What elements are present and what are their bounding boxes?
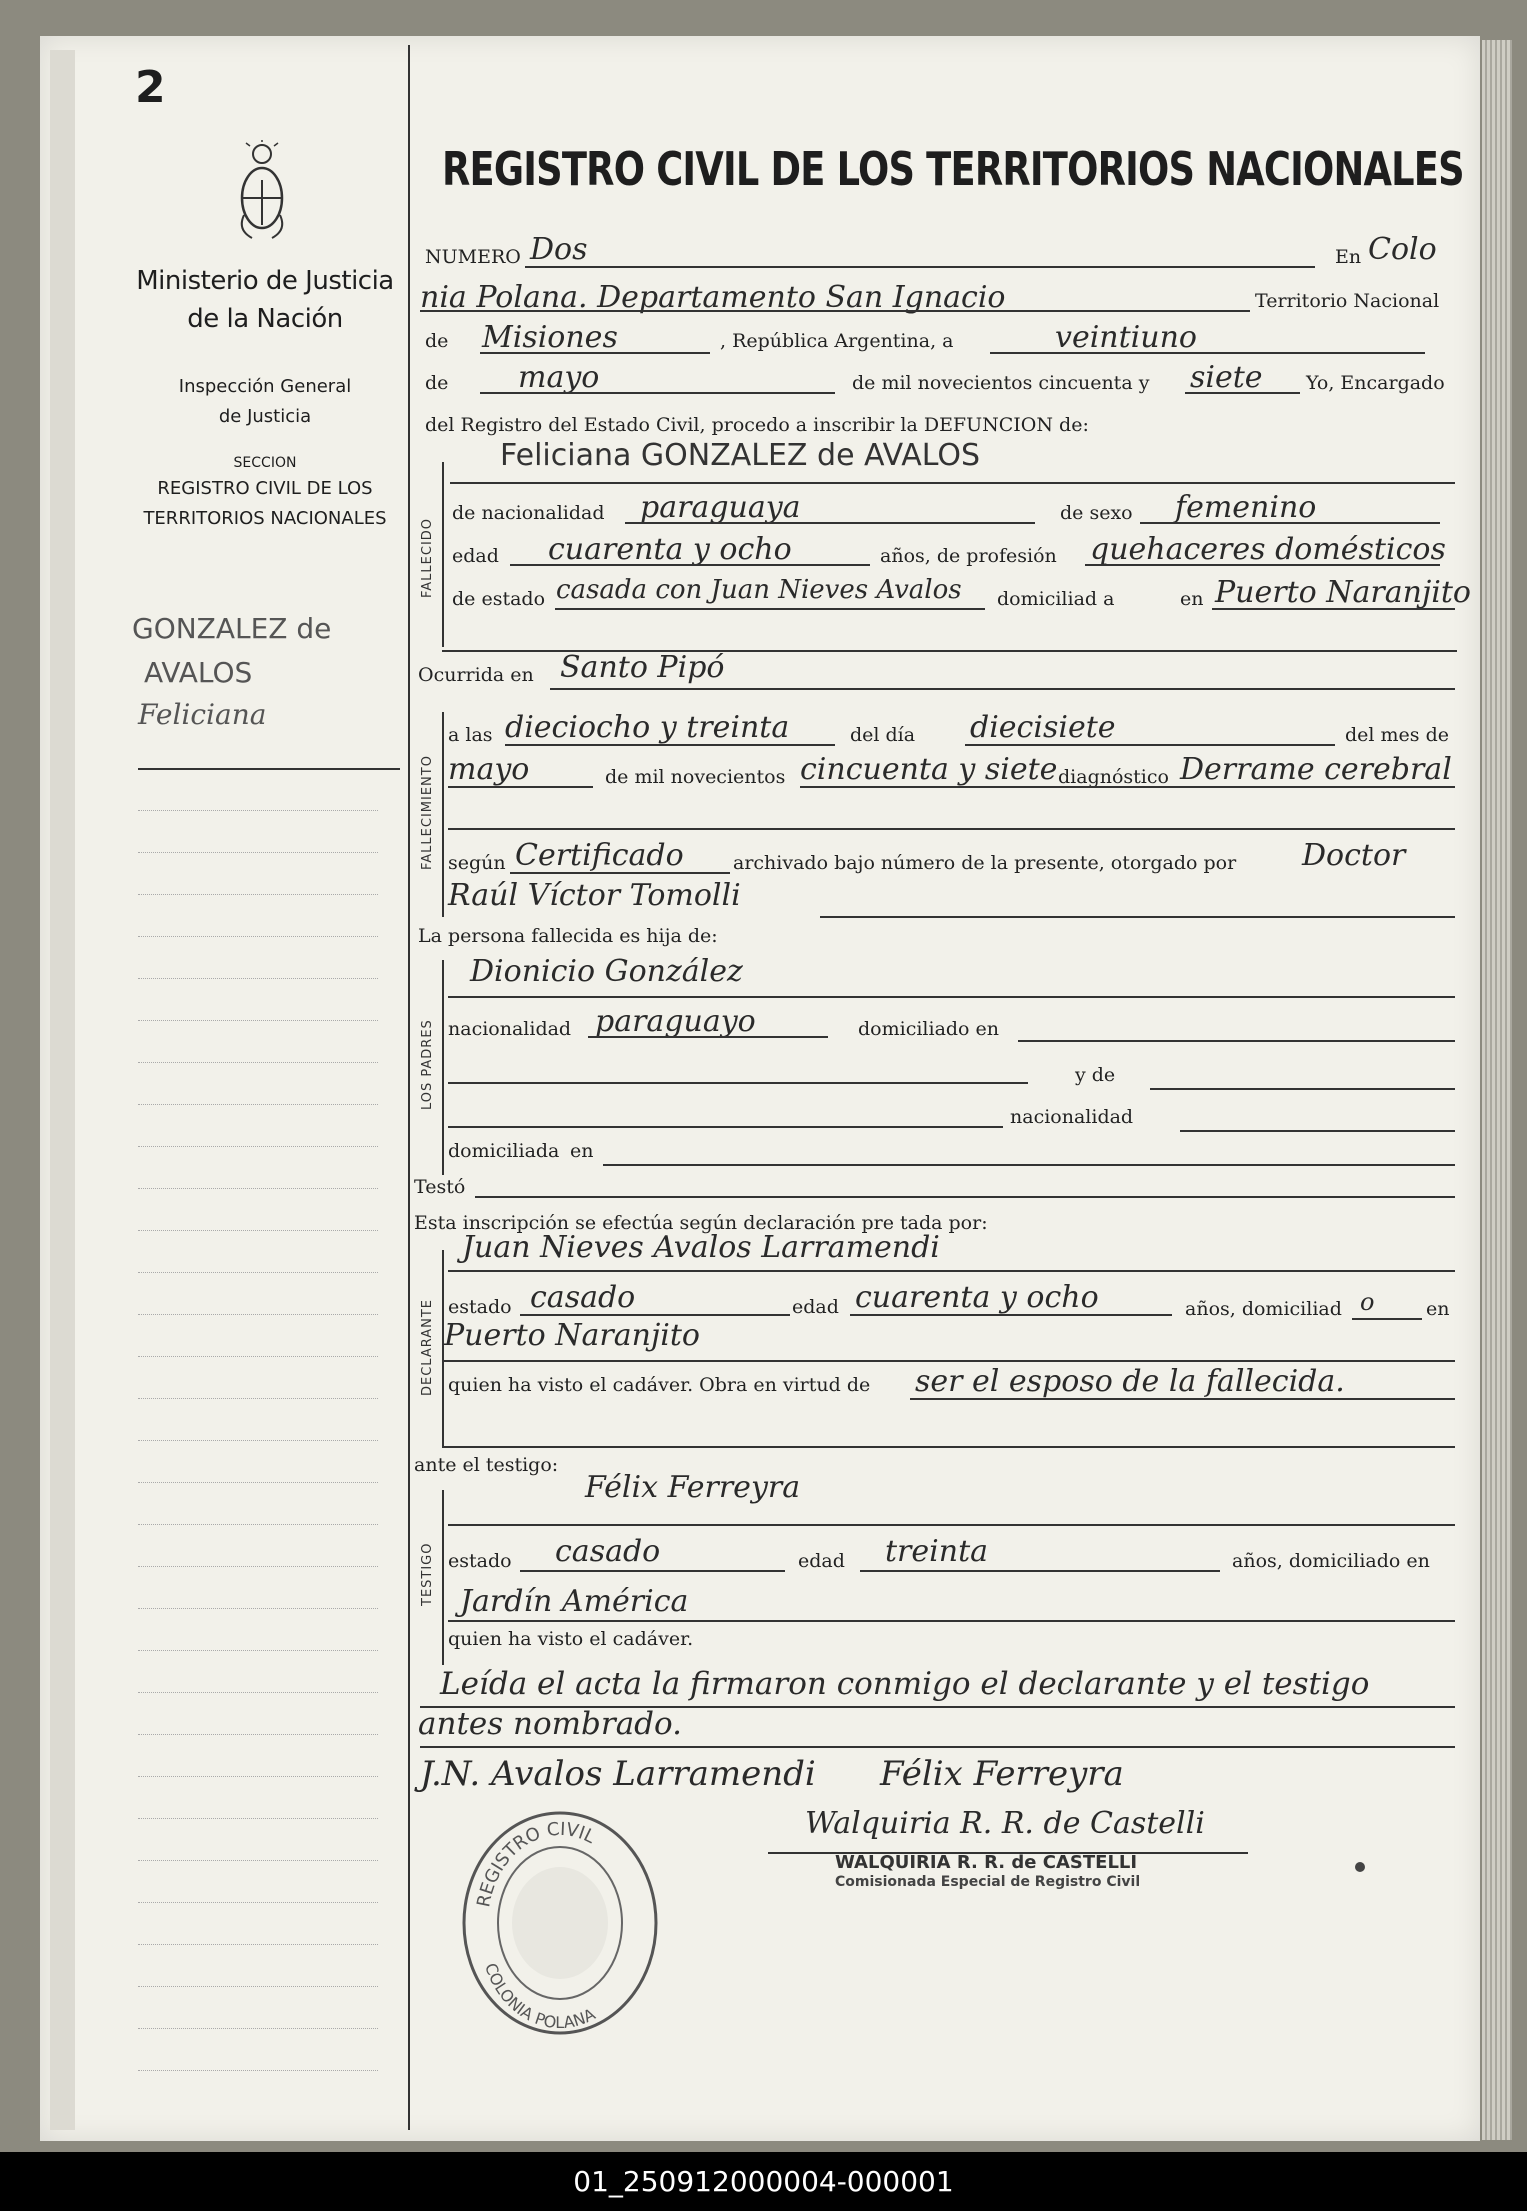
mes-rule (480, 392, 835, 394)
declarante-quien-label: quien ha visto el cadáver. Obra en virtud de (448, 1374, 871, 1396)
padres-blank-rule-1 (448, 1082, 1028, 1084)
domic-rule (1212, 608, 1455, 610)
doctor-value: Doctor (1302, 838, 1406, 873)
image-caption: 01_250912000004-000001 (0, 2152, 1527, 2211)
section-heading (120, 452, 410, 534)
republica-label: , República Argentina, a (720, 330, 954, 352)
certificado-value: Certificado (515, 838, 684, 873)
ocurrida-value: Santo Pipó (560, 650, 725, 685)
inspection-line-2: de Justicia (218, 406, 312, 427)
registry-line-1: REGISTRO CIVIL DE LOS (157, 478, 373, 499)
numero-value: Dos (530, 232, 588, 267)
padres-side-label: LOS PADRES (420, 1019, 435, 1110)
mes-fallecimiento-rule (448, 786, 593, 788)
signature-declarante: J.N. Avalos Larramendi (420, 1754, 816, 1794)
ministry-line-2: de la Nación (187, 304, 343, 334)
hora-rule (505, 744, 835, 746)
testigo-intro: ante el testigo: (414, 1454, 559, 1476)
padre-nacionalidad-value: paraguayo (595, 1004, 756, 1039)
dia-fallecimiento-value: diecisiete (970, 710, 1116, 745)
declarante-name: Juan Nieves Avalos Larramendi (462, 1230, 940, 1265)
anio-rule (1185, 392, 1300, 394)
signature-encargada: Walquiria R. R. de Castelli (805, 1806, 1205, 1841)
territorio-value: Misiones (482, 320, 618, 355)
del-registro-text: del Registro del Estado Civil, procedo a inscribir la DEFUNCION de: (425, 414, 1089, 436)
domiciliada-rule (603, 1164, 1455, 1166)
testigo-edad-label: edad (798, 1550, 845, 1572)
mil-label: de mil novecientos cincuenta y (852, 372, 1150, 394)
testo-label: Testó (414, 1176, 466, 1198)
declarante-obra-value: ser el esposo de la fallecida. (915, 1364, 1345, 1399)
closing-line-2: antes nombrado. (418, 1706, 682, 1742)
declarante-domic-value: Puerto Naranjito (444, 1318, 700, 1353)
padres-intro: La persona fallecida es hija de: (418, 925, 718, 947)
stamp-title: Comisionada Especial de Registro Civil (835, 1874, 1141, 1890)
de-label-2: de (425, 372, 449, 394)
testigo-name: Félix Ferreyra (585, 1470, 801, 1505)
edad-label: edad (452, 545, 499, 567)
declarante-estado-rule (520, 1314, 790, 1316)
territorio-rule (480, 352, 710, 354)
testigo-edad-rule (860, 1570, 1220, 1572)
en-label: En (1335, 246, 1362, 268)
declarante-bottom-rule (442, 1446, 1455, 1448)
padres-blank-rule-2 (448, 1126, 1003, 1128)
page-title: REGISTRO CIVIL DE LOS TERRITORIOS NACIONALES (442, 142, 1464, 196)
anio-value: siete (1190, 360, 1263, 395)
ocurrida-rule (550, 688, 1455, 690)
del-dia-label: del día (850, 724, 916, 746)
declarante-anios-label: años, domiciliad (1185, 1298, 1342, 1320)
declarante-en-label: en (1426, 1298, 1450, 1320)
page-edges (1482, 40, 1512, 2140)
segun-label: según (448, 852, 506, 874)
fallecimiento-blank-rule (448, 828, 1455, 830)
margin-divider (408, 45, 410, 2130)
declarante-estado-value: casado (530, 1280, 636, 1315)
edad-rule (510, 564, 870, 566)
fallecido-name: Feliciana GONZALEZ de AVALOS (500, 438, 981, 473)
signature-testigo: Félix Ferreyra (880, 1754, 1124, 1794)
nacionalidad-label: de nacionalidad (452, 502, 605, 524)
coat-of-arms-icon (232, 140, 292, 245)
padre-rule (448, 996, 1455, 998)
declarante-domic-rule (444, 1360, 1455, 1362)
certificado-rule (510, 872, 730, 874)
numero-label: NUMERO (425, 246, 521, 268)
closing-line-1: Leída el acta la firmaron conmigo el declarante y el testigo (440, 1666, 1370, 1702)
fallecimiento-bracket (442, 712, 444, 917)
mes-fallecimiento-value: mayo (448, 752, 530, 787)
declarante-obra-rule (910, 1398, 1455, 1400)
testigo-anios-label: años, domiciliado en (1232, 1550, 1430, 1572)
declarante-edad-rule (850, 1314, 1172, 1316)
testigo-edad-value: treinta (885, 1534, 989, 1569)
declarante-side-label: DECLARANTE (420, 1298, 435, 1396)
margin-note-line-1: GONZALEZ de (132, 612, 332, 645)
fallecido-name-rule (450, 482, 1455, 484)
declarante-suffix-rule (1352, 1318, 1422, 1320)
en-value: Colo (1368, 232, 1437, 267)
domic-en-label: en (1180, 588, 1204, 610)
padre-nac-rule (588, 1036, 828, 1038)
profesion-rule (1085, 564, 1440, 566)
declarante-edad-value: cuarenta y ocho (855, 1280, 1099, 1315)
declarante-edad-label: edad (792, 1296, 839, 1318)
testigo-name-rule (448, 1524, 1455, 1526)
fallecido-side-label: FALLECIDO (420, 517, 435, 598)
archivado-label: archivado bajo número de la presente, otorgado por (733, 852, 1237, 874)
mes-value: mayo (518, 360, 600, 395)
ministry-heading (120, 262, 410, 338)
binding-gutter (50, 50, 75, 2130)
padre-name: Dionicio González (470, 954, 743, 989)
sexo-label: de sexo (1060, 502, 1133, 524)
padres-bracket (442, 960, 444, 1175)
section-label: SECCION (233, 455, 297, 471)
colonia-value: nia Polana. Departamento San Ignacio (420, 280, 1006, 315)
inspection-line-1: Inspección General (178, 376, 352, 397)
del-mes-label: del mes de (1345, 724, 1449, 746)
testo-rule (475, 1196, 1455, 1198)
registry-line-2: TERRITORIOS NACIONALES (143, 508, 387, 529)
inspection-heading (120, 372, 410, 432)
margin-note-line-3: Feliciana (138, 698, 267, 731)
diagnostico-label: diagnóstico (1058, 766, 1169, 788)
estado-label: de estado (452, 588, 546, 610)
seal-bottom-text: COLONIA POLANA (480, 1960, 599, 2033)
declarante-estado-label: estado (448, 1296, 512, 1318)
testigo-bracket (442, 1490, 444, 1665)
dia-rule (990, 352, 1425, 354)
fallecido-bracket (442, 462, 444, 647)
padre-domic-rule (1018, 1040, 1455, 1042)
profesion-label: años, de profesión (880, 545, 1057, 567)
edad-value: cuarenta y ocho (548, 532, 792, 567)
profesion-value: quehaceres domésticos (1090, 532, 1446, 567)
y-de-label: y de (1075, 1064, 1116, 1086)
declarante-intro: Esta inscripción se efectúa según declaración pre tada por: (414, 1212, 988, 1234)
domiciliada-label: domiciliada (448, 1140, 560, 1162)
testigo-quien-label: quien ha visto el cadáver. (448, 1628, 694, 1650)
ocurrida-label: Ocurrida en (418, 664, 534, 686)
testigo-domic-value: Jardín América (460, 1584, 689, 1619)
fallecimiento-side-label: FALLECIMIENTO (420, 755, 435, 870)
doctor-rule (820, 916, 1455, 918)
civil-registry-seal (460, 1808, 660, 2038)
declarante-name-rule (448, 1270, 1455, 1272)
numero-rule (525, 266, 1315, 268)
estado-value: casada con Juan Nieves Avalos (556, 575, 962, 605)
madre-nacionalidad-label: nacionalidad (1010, 1106, 1134, 1128)
domic-value: Puerto Naranjito (1215, 575, 1471, 610)
testigo-estado-rule (520, 1570, 785, 1572)
padre-nacionalidad-label: nacionalidad (448, 1018, 572, 1040)
margin-note-line-2: AVALOS (144, 656, 253, 689)
diagnostico-rule (800, 786, 1455, 788)
testigo-estado-label: estado (448, 1550, 512, 1572)
madre-nac-rule (1180, 1130, 1455, 1132)
territorio-label: Territorio Nacional (1255, 290, 1440, 312)
stamp-name: WALQUIRIA R. R. de CASTELLI (835, 1852, 1138, 1873)
nacionalidad-value: paraguaya (640, 490, 801, 525)
madre-rule (1150, 1088, 1455, 1090)
page-number: 2 (135, 62, 166, 113)
sexo-rule (1140, 522, 1440, 524)
nacionalidad-rule (625, 522, 1035, 524)
closing-rule-2 (420, 1746, 1455, 1748)
sexo-value: femenino (1175, 490, 1317, 525)
margin-note-rule (138, 768, 400, 770)
testigo-estado-value: casado (555, 1534, 661, 1569)
testigo-domic-rule (448, 1620, 1455, 1622)
testigo-side-label: TESTIGO (420, 1542, 435, 1606)
doctor-name: Raúl Víctor Tomolli (448, 878, 741, 913)
hora-value: dieciocho y treinta (505, 710, 790, 745)
a-las-label: a las (448, 724, 493, 746)
ministry-line-1: Ministerio de Justicia (136, 266, 394, 296)
declarante-domic-suffix: o (1360, 1288, 1375, 1316)
stamp-dot (1355, 1862, 1365, 1872)
domiciliada-en-label: en (570, 1140, 594, 1162)
dia-fallecimiento-rule (965, 744, 1335, 746)
mil-fallecimiento-label: de mil novecientos (605, 766, 786, 788)
anio-fallecimiento-value: cincuenta y siete (800, 752, 1058, 787)
colonia-rule (420, 310, 1250, 312)
padre-domiciliado-label: domiciliado en (858, 1018, 1000, 1040)
seal-top-text: REGISTRO CIVIL (473, 1818, 599, 1909)
dia-value: veintiuno (1055, 320, 1197, 355)
domiciliad-label: domiciliad a (997, 588, 1115, 610)
estado-rule (555, 608, 985, 610)
diagnostico-value: Derrame cerebral (1180, 752, 1452, 787)
yo-label: Yo, Encargado (1306, 372, 1445, 394)
de-label-1: de (425, 330, 449, 352)
